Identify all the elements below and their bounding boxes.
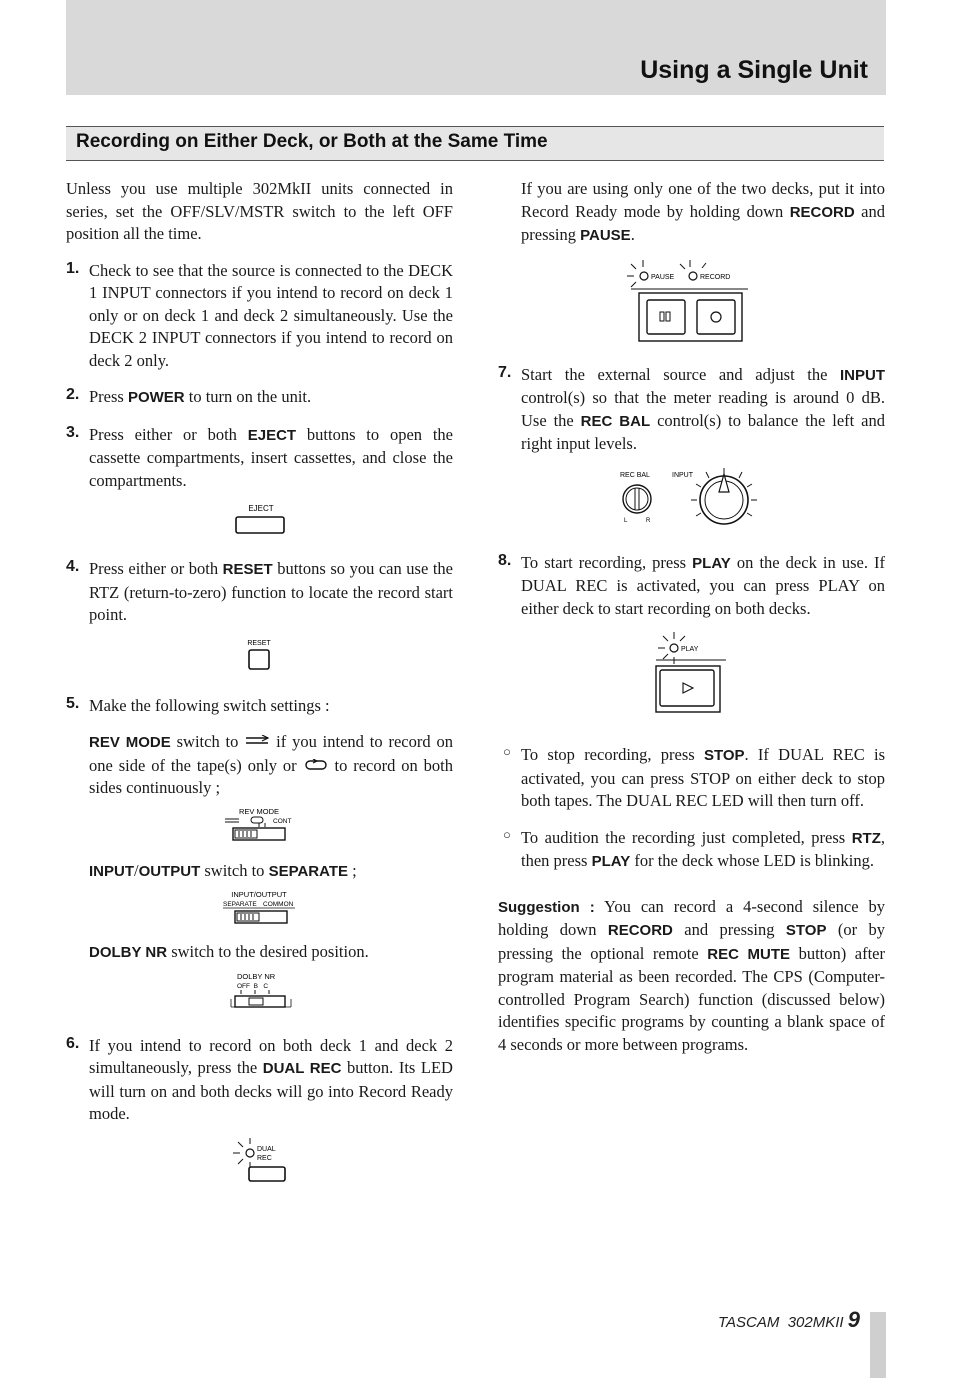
step-1 bbox=[66, 260, 453, 373]
svg-text:SEPARATE: SEPARATE bbox=[223, 901, 257, 908]
step-text: Press POWER to turn on the unit. bbox=[89, 387, 312, 406]
audition-bullet bbox=[498, 827, 885, 874]
footer-brand: TASCAM 302MKII bbox=[717, 1314, 848, 1331]
step-number: 8. bbox=[498, 551, 512, 569]
page-title: Using a Single Unit bbox=[640, 56, 868, 84]
one-way-icon bbox=[244, 735, 270, 747]
pause-led-icon bbox=[640, 272, 648, 280]
page-footer bbox=[718, 1307, 860, 1333]
step-3 bbox=[66, 424, 453, 493]
step-6 bbox=[66, 1035, 453, 1126]
step-7 bbox=[498, 364, 885, 456]
bullet-icon: ○ bbox=[503, 826, 511, 842]
eject-label: EJECT bbox=[248, 504, 274, 513]
rev-mode-switch-figure bbox=[217, 806, 307, 846]
reset-label: RESET bbox=[247, 639, 271, 647]
step-text: Check to see that the source is connected to the DECK 1 INPUT connectors if you intend to record on deck 1 only or on deck 1 and deck 2 simultaneously. Use the DECK 2 INPUT connectors if you intend to record on deck 2 only. bbox=[89, 260, 453, 370]
svg-text:L: L bbox=[624, 517, 628, 524]
svg-text:REC BAL: REC BAL bbox=[620, 471, 650, 479]
svg-text:CONT: CONT bbox=[273, 817, 292, 825]
left-column bbox=[66, 178, 453, 1188]
svg-text:OFF B C: OFF B C bbox=[237, 982, 269, 990]
step-4 bbox=[66, 558, 453, 627]
step-2 bbox=[66, 386, 453, 410]
eject-button-figure bbox=[221, 500, 301, 540]
step-number: 7. bbox=[498, 363, 512, 381]
svg-text:RECORD: RECORD bbox=[700, 273, 731, 281]
step-number: 1. bbox=[66, 259, 80, 277]
step-text: Press either or both RESET buttons so you can use the RTZ (return-to-zero) function to locate the record start point. bbox=[89, 559, 453, 624]
footer-tab bbox=[870, 1312, 886, 1378]
record-ready-paragraph: If you are using only one of the two decks, put it into Record Ready mode by holding down RECORD and pressing PAUSE. bbox=[521, 179, 886, 244]
svg-text:PLAY: PLAY bbox=[681, 646, 699, 653]
header-band bbox=[66, 0, 886, 95]
record-led-icon bbox=[689, 272, 697, 280]
svg-text:PAUSE: PAUSE bbox=[651, 273, 675, 281]
svg-text:DOLBY NR: DOLBY NR bbox=[237, 971, 276, 981]
dual-rec-led-icon bbox=[246, 1149, 254, 1157]
rev-mode-text: REV MODE switch to if you intend to record on one side of the tape(s) only or to record on both sides continuously ; bbox=[89, 732, 454, 797]
svg-text:DUAL: DUAL bbox=[257, 1145, 276, 1153]
input-output-text: INPUT/OUTPUT switch to SEPARATE ; bbox=[89, 860, 357, 880]
stop-bullet bbox=[498, 744, 885, 813]
dual-rec-button-figure bbox=[220, 1136, 300, 1188]
svg-text:REC: REC bbox=[257, 1154, 272, 1162]
step-number: 6. bbox=[66, 1034, 80, 1052]
svg-text:R: R bbox=[646, 517, 651, 524]
step-text: Press either or both EJECT buttons to open the cassette compartments, insert cassettes, and close the compartments. bbox=[89, 424, 453, 490]
play-led-icon bbox=[670, 644, 678, 652]
step-text: To start recording, press PLAY on the deck in use. If DUAL REC is activated, you can press PLAY on either deck to start recording on both decks. bbox=[521, 552, 886, 618]
continuous-icon bbox=[303, 759, 329, 771]
input-output-switch-figure bbox=[217, 889, 307, 927]
pause-record-figure bbox=[623, 258, 763, 350]
section-heading: Recording on Either Deck, or Both at the Same Time bbox=[76, 131, 548, 152]
bullet-text: To stop recording, press STOP. If DUAL REC is activated, you can press STOP on either deck to stop both tapes. The DUAL REC LED will then turn off. bbox=[521, 745, 885, 810]
bullet-icon: ○ bbox=[503, 744, 511, 759]
page-number: 9 bbox=[847, 1307, 860, 1332]
dolby-nr-switch-figure bbox=[217, 971, 307, 1015]
dolby-text: DOLBY NR switch to the desired position. bbox=[89, 942, 369, 961]
step-number: 5. bbox=[66, 694, 80, 712]
rec-bal-knob-icon bbox=[623, 485, 651, 513]
step-number: 4. bbox=[66, 558, 80, 575]
intro-paragraph: Unless you use multiple 302MkII units connected in series, set the OFF/SLV/MSTR switch to the left OFF position all the time. bbox=[66, 179, 453, 243]
right-column bbox=[498, 178, 885, 1056]
step-text: Make the following switch settings : bbox=[89, 695, 330, 715]
reset-button-figure bbox=[229, 635, 289, 679]
rec-bal-input-knobs-figure bbox=[616, 468, 776, 532]
step-number: 3. bbox=[66, 423, 80, 441]
step-text: Start the external source and adjust the INPUT control(s) so that the meter reading is around 0 dB. Use the REC BAL control(s) to balance the left and right input levels. bbox=[521, 364, 885, 453]
step-number: 2. bbox=[66, 386, 80, 403]
svg-text:COMMON: COMMON bbox=[263, 901, 294, 908]
step-8 bbox=[498, 552, 885, 621]
suggestion-paragraph: Suggestion : You can record a 4-second silence by holding down RECORD and pressing STOP (or by pressing the optional remote REC MUTE button) after program material as been recorded. The CPS (Computer-controlled Program Search) function (discussed below) identifies specific programs by counting a blank space of 4 seconds or more between programs. bbox=[498, 896, 886, 1054]
play-button-figure bbox=[650, 632, 760, 718]
svg-text:REV MODE: REV MODE bbox=[238, 806, 280, 816]
step-5 bbox=[66, 695, 453, 1015]
section-bar bbox=[66, 126, 884, 161]
bullet-text: To audition the recording just completed, press RTZ, then press PLAY for the deck whose LED is blinking. bbox=[521, 827, 885, 870]
svg-text:INPUT/OUTPUT: INPUT/OUTPUT bbox=[231, 890, 287, 899]
step-text: If you intend to record on both deck 1 and deck 2 simultaneously, press the DUAL REC button. Its LED will turn on and both decks will go into Record Ready mode. bbox=[89, 1035, 453, 1123]
svg-text:INPUT: INPUT bbox=[672, 471, 693, 479]
